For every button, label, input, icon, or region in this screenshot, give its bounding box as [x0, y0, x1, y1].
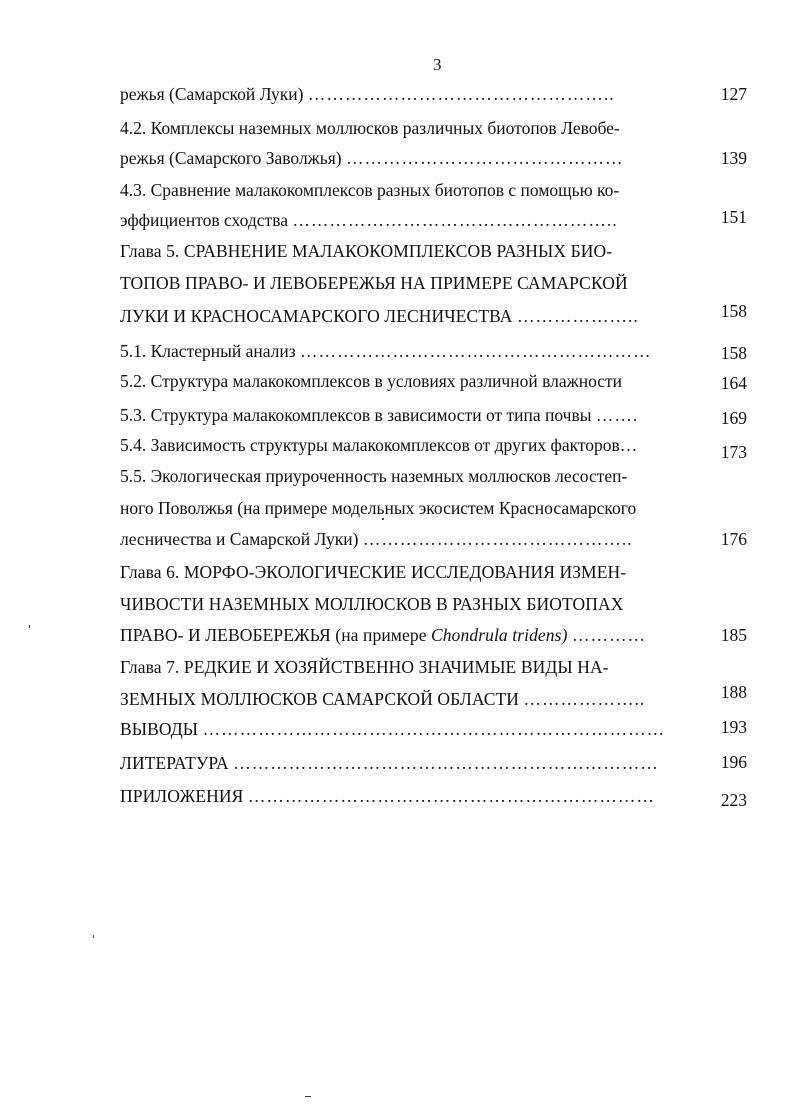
toc-entry-line: [120, 785, 685, 807]
toc-leader-dots: …….: [595, 405, 639, 425]
toc-entry-title: ЗЕМНЫХ МОЛЛЮСКОВ САМАРСКОЙ ОБЛАСТИ: [120, 689, 520, 709]
toc-entry-line: [120, 718, 685, 740]
toc-entry-line: [120, 688, 685, 710]
toc-entry-title: ЛУКИ И КРАСНОСАМАРСКОГО ЛЕСНИЧЕСТВА: [120, 306, 513, 326]
toc-leader-dots: ………………..: [523, 689, 646, 709]
toc-leader-dots: …………: [571, 625, 646, 645]
toc-leader-dots: …………………………………………………………………: [202, 719, 666, 739]
toc-leader-dots: …………………………………………..: [307, 84, 615, 104]
toc-entry-line: [120, 83, 685, 105]
toc-entry-line: ТОПОВ ПРАВО- И ЛЕВОБЕРЕЖЬЯ НА ПРИМЕРЕ САМАРСКОЙ: [120, 273, 628, 293]
toc-page-number: 169: [720, 408, 747, 428]
toc-leader-dots: ………………..: [517, 306, 639, 326]
toc-entry-line: 5.2. Структура малакокомплексов в условиях различной влажности: [120, 371, 623, 391]
toc-leader-dots: ……………………………………..: [362, 529, 633, 549]
toc-entry-title: 5.3. Структура малакокомплексов в зависимости от типа почвы: [120, 405, 592, 425]
toc-page-number: 185: [720, 625, 747, 645]
toc-entry-title: режья (Самарского Заволжья): [120, 148, 342, 168]
toc-entry-line: ного Поволжья (на примере модельных экосистем Красносамарского: [120, 498, 637, 518]
toc-leader-dots: ………………………………………: [346, 148, 624, 168]
toc-entry-line: [120, 528, 685, 550]
toc-entry-line: [120, 624, 685, 646]
toc-page-number: 158: [720, 301, 747, 321]
toc-entry-line: [120, 752, 685, 774]
toc-leader-dots: ……………………………………………………………: [233, 753, 659, 773]
toc-entry-line: Глава 7. РЕДКИЕ И ХОЗЯЙСТВЕННО ЗНАЧИМЫЕ ВИДЫ НА-: [120, 657, 609, 677]
toc-page-number: 127: [720, 84, 747, 104]
toc-entry-line: ЧИВОСТИ НАЗЕМНЫХ МОЛЛЮСКОВ В РАЗНЫХ БИОТОПАХ: [120, 594, 624, 614]
page-number: 3: [433, 55, 442, 74]
toc-page-number: 158: [720, 343, 747, 363]
toc-entry-line: [120, 305, 685, 327]
toc-species-name: Chondrula tridens): [431, 625, 568, 645]
toc-entry-title: лесничества и Самарской Луки): [120, 529, 359, 549]
toc-entry-title: ПРАВО- И ЛЕВОБЕРЕЖЬЯ: [120, 625, 336, 645]
toc-leader-dots: ……………………………………………..: [292, 210, 618, 230]
toc-entry-title: эффициентов сходства: [120, 210, 289, 230]
toc-page-number: 176: [720, 529, 747, 549]
toc-entry-line: 5.4. Зависимость структуры малакокомплексов от других факторов…: [120, 435, 638, 455]
toc-page-number: 173: [720, 442, 747, 462]
toc-entry-line: Глава 5. СРАВНЕНИЕ МАЛАКОКОМПЛЕКСОВ РАЗНЫХ БИО-: [120, 241, 613, 261]
toc-page-number: 164: [720, 373, 747, 393]
toc-page-number: 188: [720, 682, 747, 702]
toc-entry-title: ПРИЛОЖЕНИЯ: [120, 786, 244, 806]
toc-entry-title: 5.1. Кластерный анализ: [120, 341, 296, 361]
toc-entry-title: ВЫВОДЫ: [120, 719, 199, 739]
toc-page-number: 223: [720, 790, 747, 810]
toc-entry-line: 5.5. Экологическая приуроченность наземных моллюсков лесостеп-: [120, 466, 628, 486]
toc-entry-title: ЛИТЕРАТУРА: [120, 753, 229, 773]
toc-entry-line: [120, 340, 685, 362]
toc-entry-line: [120, 147, 685, 169]
toc-page-number: 193: [720, 717, 747, 737]
toc-entry-line: Глава 6. МОРФО-ЭКОЛОГИЧЕСКИЕ ИССЛЕДОВАНИЯ ИЗМЕН-: [120, 562, 627, 582]
toc-page-number: 151: [720, 207, 747, 227]
toc-leader-dots: …………………………………………………: [300, 341, 652, 361]
toc-page-number: 196: [720, 752, 747, 772]
toc-entry-title: режья (Самарской Луки): [120, 84, 304, 104]
toc-entry-line: [120, 209, 685, 231]
toc-entry-line: 4.2. Комплексы наземных моллюсков различных биотопов Левобе-: [120, 118, 620, 138]
toc-leader-dots: …………………………………………………………: [247, 786, 655, 806]
toc-page-number: 139: [720, 148, 747, 168]
toc-entry-note: (на примере: [335, 625, 432, 645]
toc-entry-line: 4.3. Сравнение малакокомплексов разных биотопов с помощью ко-: [120, 180, 620, 200]
toc-entry-line: [120, 404, 685, 426]
